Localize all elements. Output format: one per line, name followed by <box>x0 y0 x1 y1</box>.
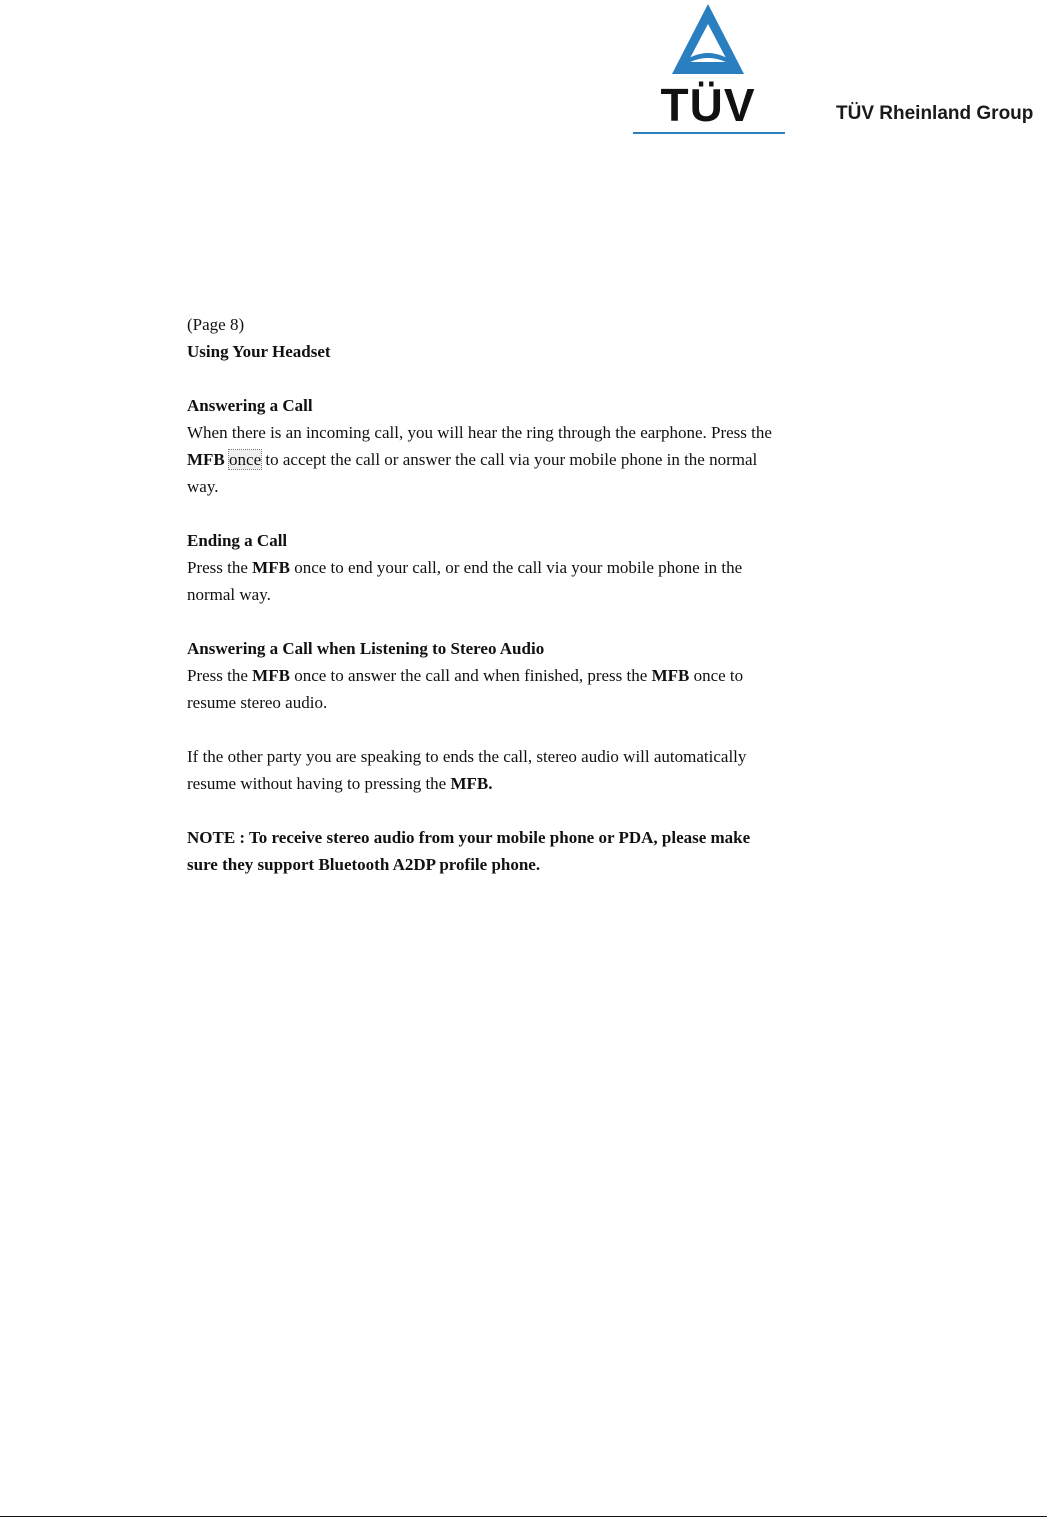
spacer <box>187 797 827 824</box>
answering-line-2-rest: to accept the call or answer the call via your mobile phone in the normal <box>265 450 758 469</box>
ending-line-1-pre: Press the <box>187 558 248 577</box>
answering-line-1: When there is an incoming call, you will hear the ring through the earphone. Press the <box>187 423 772 442</box>
note-line-1: NOTE : To receive stereo audio from your mobile phone or PDA, please make <box>187 828 751 847</box>
mfb-term: MFB <box>252 558 290 577</box>
ending-line-1-rest: once to end your call, or end the call via your mobile phone in the <box>294 558 743 577</box>
logo-underline <box>633 132 785 134</box>
once-highlight: once <box>229 450 262 469</box>
mfb-term: MFB <box>187 450 225 469</box>
other-party-line-2-pre: resume without having to pressing the <box>187 774 447 793</box>
note-line-2: sure they support Bluetooth A2DP profile phone. <box>187 855 541 874</box>
stereo-line-1-pre: Press the <box>187 666 248 685</box>
document-body <box>187 311 827 878</box>
spacer <box>187 500 827 527</box>
answering-line-2 <box>187 446 827 473</box>
mfb-term: MFB <box>651 666 690 685</box>
footer-rule <box>0 1516 1047 1517</box>
page-label: (Page 8) <box>187 315 245 334</box>
ending-line-1 <box>187 554 827 581</box>
spacer <box>187 365 827 392</box>
stereo-line-1 <box>187 662 827 689</box>
page-title: Using Your Headset <box>187 342 331 361</box>
section-heading-answering: Answering a Call <box>187 396 313 415</box>
spacer <box>187 716 827 743</box>
section-heading-ending: Ending a Call <box>187 531 288 550</box>
other-party-line-2 <box>187 770 827 797</box>
tuv-logo <box>636 2 786 136</box>
ending-line-2: normal way. <box>187 585 271 604</box>
mfb-term: MFB. <box>450 774 493 793</box>
stereo-line-2: resume stereo audio. <box>187 693 328 712</box>
group-name: TÜV Rheinland Group <box>836 103 1034 124</box>
other-party-line-1: If the other party you are speaking to ends the call, stereo audio will automatically <box>187 747 747 766</box>
stereo-line-1-mid: once to answer the call and when finished, press the <box>294 666 648 685</box>
section-heading-stereo: Answering a Call when Listening to Stereo Audio <box>187 639 545 658</box>
logo-wordmark: TÜV <box>660 79 756 131</box>
mfb-term: MFB <box>252 666 290 685</box>
stereo-line-1-post: once to <box>693 666 744 685</box>
answering-line-3: way. <box>187 477 219 496</box>
spacer <box>187 608 827 635</box>
